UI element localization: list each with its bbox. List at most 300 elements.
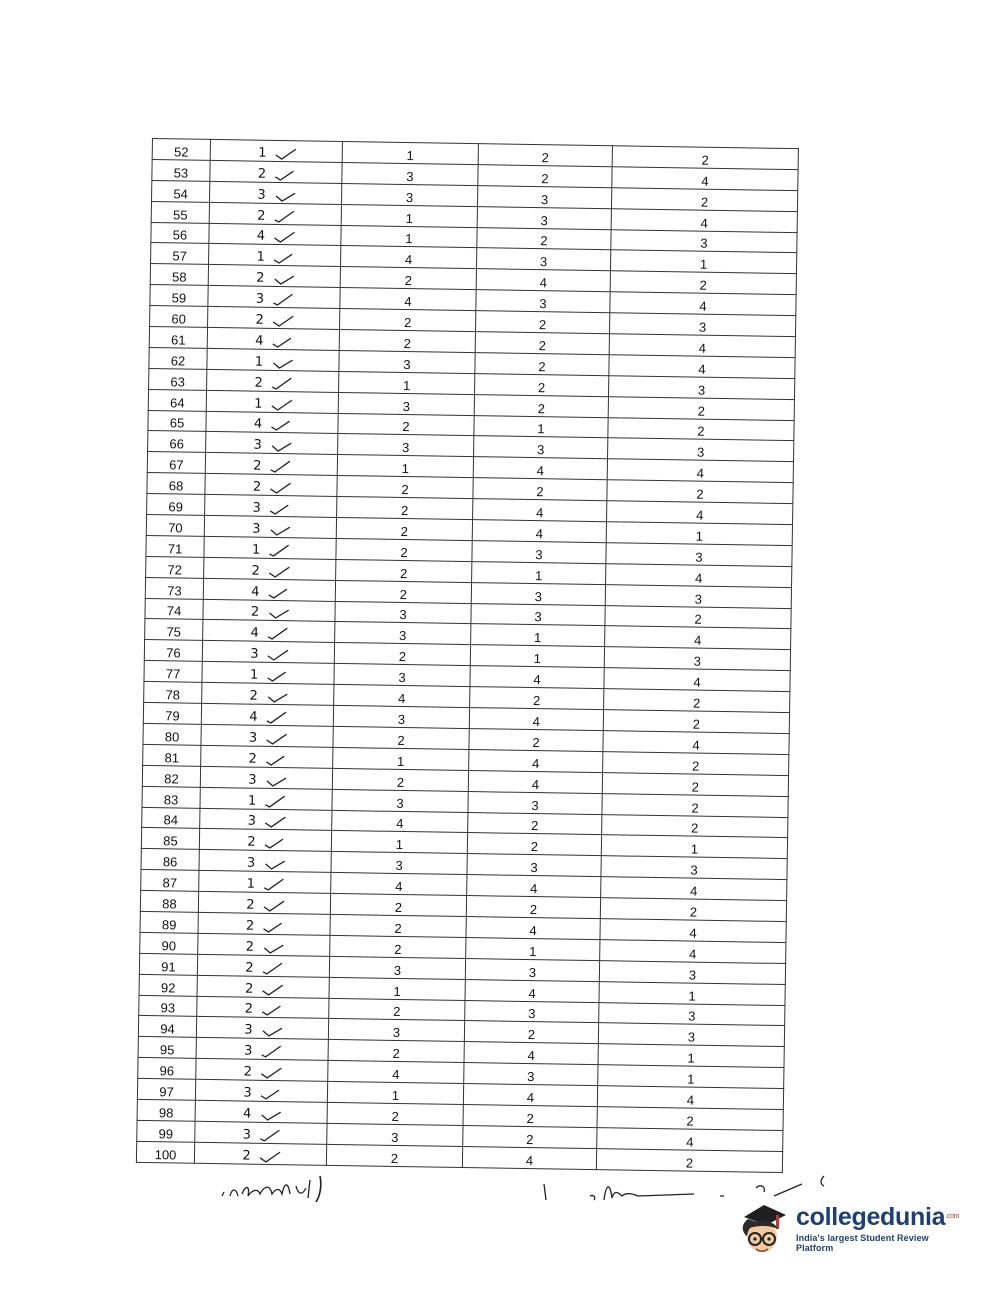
answer-cell-col-3: 2: [340, 267, 476, 290]
answer-cell-col-3: 3: [338, 434, 474, 457]
handwritten-answer: [208, 329, 339, 350]
handwritten-answer-value: 2: [252, 479, 262, 495]
handwritten-answer-value: 4: [253, 417, 263, 433]
question-number-cell: 74: [145, 598, 203, 620]
answer-cell-col-4: 2: [468, 812, 602, 835]
handwritten-answer-cell: [198, 933, 330, 956]
handwritten-answer: [199, 872, 330, 893]
answer-cell-col-4: 4: [463, 1084, 597, 1107]
answer-cell-col-3: 3: [334, 664, 470, 687]
handwritten-answer-cell: [202, 683, 334, 706]
handwritten-answer: [200, 809, 331, 830]
handwritten-answer: [196, 1060, 327, 1081]
handwritten-answer: [205, 475, 336, 496]
checkmark-icon: [265, 669, 289, 683]
answer-cell-col-5: 4: [600, 919, 786, 943]
answer-cell-col-3: 1: [327, 1081, 463, 1104]
handwritten-answer-cell: [194, 1142, 326, 1165]
handwritten-answer-cell: [201, 745, 333, 768]
answer-cell-col-5: 2: [597, 1107, 783, 1131]
answer-cell-col-3: 3: [329, 956, 465, 979]
answer-cell-col-5: 4: [611, 208, 797, 232]
handwritten-answer-cell: [200, 787, 332, 810]
handwritten-answer-value: 2: [256, 270, 265, 287]
question-number-cell: 88: [140, 890, 198, 912]
handwritten-answer: [196, 1102, 327, 1123]
checkmark-icon: [266, 627, 290, 641]
question-number-cell: 85: [141, 828, 199, 850]
handwritten-answer-value: 1: [249, 667, 259, 683]
handwritten-answer: [200, 851, 331, 872]
handwritten-answer-value: 3: [248, 730, 258, 746]
handwritten-answer-value: 2: [250, 605, 260, 621]
handwritten-answer: [210, 203, 341, 224]
answer-cell-col-3: 4: [328, 1061, 464, 1084]
answer-cell-col-4: 2: [477, 227, 611, 250]
signature-left: [218, 1174, 328, 1202]
handwritten-answer-value: 1: [254, 396, 263, 412]
answer-cell-col-4: 3: [471, 582, 605, 605]
question-number-cell: 94: [138, 1016, 196, 1038]
answer-cell-col-3: 4: [332, 810, 468, 833]
question-number-cell: 59: [150, 285, 208, 307]
handwritten-answer-cell: [208, 265, 340, 288]
answer-cell-col-4: 3: [476, 290, 610, 313]
answer-cell-col-3: 1: [329, 977, 465, 1000]
handwritten-answer: [209, 224, 340, 245]
answer-cell-col-3: 2: [335, 580, 471, 603]
checkmark-icon: [266, 585, 290, 599]
question-number-cell: 64: [148, 389, 206, 411]
question-number-cell: 96: [138, 1058, 196, 1080]
handwritten-answer-value: 3: [247, 813, 257, 830]
answer-cell-col-4: 4: [464, 1042, 598, 1065]
answer-cell-col-3: 2: [333, 726, 469, 749]
answer-cell-col-5: 2: [611, 188, 797, 212]
answer-cell-col-5: 3: [601, 856, 787, 880]
answer-cell-col-4: 2: [469, 728, 603, 751]
handwritten-answer-value: 3: [243, 1085, 252, 1101]
handwritten-answer-cell: [206, 390, 338, 413]
answer-cell-col-4: 4: [462, 1146, 596, 1169]
handwritten-answer-cell: [206, 411, 338, 434]
handwritten-answer-value: 4: [250, 625, 259, 642]
handwritten-answer-value: 3: [252, 500, 261, 516]
handwritten-answer: [199, 893, 330, 914]
answer-cell-col-3: 4: [340, 288, 476, 311]
handwritten-answer-value: 2: [243, 1064, 253, 1080]
answer-cell-col-4: 1: [470, 645, 604, 668]
handwritten-answer-value: 2: [253, 458, 262, 475]
answer-cell-col-5: 3: [599, 960, 785, 984]
question-number-cell: 69: [147, 494, 205, 516]
question-number-cell: 80: [143, 723, 201, 745]
answer-cell-col-5: 3: [598, 1023, 784, 1047]
answer-cell-col-3: 3: [333, 705, 469, 728]
checkmark-icon: [258, 1129, 282, 1143]
question-number-cell: 81: [143, 744, 201, 766]
answer-cell-col-4: 4: [469, 749, 603, 772]
answer-cell-col-5: 2: [608, 417, 794, 441]
answer-cell-col-4: 2: [473, 478, 607, 501]
handwritten-answer-cell: [203, 599, 335, 622]
checkmark-icon: [261, 920, 285, 934]
answer-cell-col-5: 2: [596, 1148, 782, 1172]
answer-cell-col-4: 2: [466, 896, 600, 919]
handwritten-answer-value: 2: [245, 918, 255, 934]
answer-cell-col-5: 2: [603, 710, 789, 734]
handwritten-answer-cell: [201, 703, 333, 726]
answer-cell-col-5: 4: [609, 355, 795, 379]
answer-cell-col-3: 3: [332, 789, 468, 812]
checkmark-icon: [262, 878, 286, 892]
answer-cell-col-3: 3: [335, 601, 471, 624]
question-number-cell: 82: [142, 765, 200, 787]
answer-key-body: [136, 139, 798, 1173]
handwritten-answer: [209, 266, 340, 287]
answer-cell-col-4: 2: [474, 394, 608, 417]
question-number-cell: 53: [152, 159, 210, 181]
handwritten-answer-value: 4: [256, 229, 266, 245]
handwritten-answer-value: 3: [242, 1127, 252, 1143]
answer-cell-col-3: 2: [336, 538, 472, 561]
question-number-cell: 76: [144, 640, 202, 662]
handwritten-answer-value: 3: [246, 855, 256, 871]
answer-cell-col-3: 2: [334, 643, 470, 666]
checkmark-icon: [271, 314, 295, 328]
answer-cell-col-3: 2: [329, 998, 465, 1021]
answer-cell-col-3: 2: [328, 1040, 464, 1063]
answer-cell-col-4: 1: [466, 937, 600, 960]
answer-cell-col-4: 3: [474, 436, 608, 459]
question-number-cell: 83: [142, 786, 200, 808]
handwritten-answer: [202, 663, 333, 684]
answer-cell-col-4: 3: [472, 541, 606, 564]
handwritten-answer: [206, 454, 337, 475]
checkmark-icon: [264, 711, 288, 725]
question-number-cell: 97: [137, 1078, 195, 1100]
answer-cell-col-5: 2: [607, 480, 793, 504]
answer-cell-col-4: 3: [477, 206, 611, 229]
handwritten-answer-cell: [207, 369, 339, 392]
answer-cell-col-4: 4: [473, 499, 607, 522]
checkmark-icon: [271, 272, 295, 286]
handwritten-answer-cell: [204, 557, 336, 580]
handwritten-answer-value: 3: [252, 521, 261, 537]
question-number-cell: 86: [141, 849, 199, 871]
answer-cell-col-5: 4: [605, 626, 791, 650]
question-number-cell: 54: [152, 180, 210, 202]
answer-cell-col-4: 3: [471, 603, 605, 626]
answer-cell-col-4: 4: [467, 875, 601, 898]
answer-cell-col-3: 2: [337, 497, 473, 520]
checkmark-icon: [267, 565, 291, 579]
answer-cell-col-3: 2: [330, 935, 466, 958]
checkmark-icon: [269, 439, 293, 453]
handwritten-answer-cell: [199, 850, 331, 873]
answer-cell-col-3: 3: [339, 350, 475, 373]
question-number-cell: 92: [139, 974, 197, 996]
handwritten-answer-value: 2: [245, 939, 255, 955]
handwritten-answer-cell: [205, 474, 337, 497]
checkmark-icon: [263, 815, 287, 829]
answer-cell-col-5: 2: [602, 793, 788, 817]
question-number-cell: 73: [145, 577, 203, 599]
checkmark-icon: [258, 1087, 282, 1101]
question-number-cell: 67: [147, 452, 205, 474]
answer-cell-col-3: 2: [330, 893, 466, 916]
handwritten-answer-cell: [199, 871, 331, 894]
handwritten-answer: [207, 391, 338, 412]
checkmark-icon: [258, 1108, 282, 1122]
answer-cell-col-4: 4: [465, 979, 599, 1002]
handwritten-answer-cell: [196, 1017, 328, 1040]
handwritten-answer-cell: [209, 223, 341, 246]
handwritten-answer-value: 3: [244, 1022, 253, 1038]
handwritten-answer-cell: [206, 432, 338, 455]
question-number-cell: 62: [149, 347, 207, 369]
answer-cell-col-4: 4: [469, 708, 603, 731]
checkmark-icon: [273, 189, 297, 203]
answer-key-sheet: [136, 138, 798, 1173]
answer-key-table: [136, 138, 799, 1173]
handwritten-answer-cell: [196, 1038, 328, 1061]
answer-cell-col-4: 4: [466, 916, 600, 939]
brand-tagline: India's largest Student Review Platform: [796, 1232, 929, 1253]
handwritten-answer-value: 2: [254, 375, 263, 391]
answer-cell-col-5: 4: [604, 668, 790, 692]
handwritten-answer-cell: [202, 662, 334, 685]
handwritten-answer-cell: [198, 912, 330, 935]
handwritten-answer: [210, 162, 341, 183]
answer-cell-col-3: 3: [335, 622, 471, 645]
question-number-cell: 77: [144, 661, 202, 683]
question-number-cell: 89: [140, 911, 198, 933]
handwritten-answer: [202, 684, 333, 705]
handwritten-answer: [207, 350, 338, 371]
answer-cell-col-5: 2: [604, 689, 790, 713]
question-number-cell: 70: [146, 514, 204, 536]
checkmark-icon: [261, 899, 285, 913]
handwritten-answer-value: 1: [256, 250, 265, 266]
question-number-cell: 61: [149, 327, 207, 349]
answer-cell-col-4: 3: [465, 958, 599, 981]
checkmark-icon: [271, 293, 295, 307]
checkmark-icon: [257, 1149, 281, 1163]
handwritten-answer: [198, 976, 329, 997]
answer-cell-col-4: 1: [472, 561, 606, 584]
answer-cell-col-4: 2: [470, 687, 604, 710]
question-number-cell: 71: [146, 535, 204, 557]
handwritten-answer: [208, 308, 339, 329]
question-number-cell: 57: [151, 243, 209, 265]
question-number-cell: 98: [137, 1099, 195, 1121]
handwritten-answer-cell: [195, 1100, 327, 1123]
answer-cell-col-5: 4: [607, 501, 793, 525]
handwritten-answer-cell: [208, 286, 340, 309]
handwritten-answer-value: 2: [249, 688, 259, 704]
answer-cell-col-3: 3: [331, 852, 467, 875]
checkmark-icon: [262, 857, 286, 871]
handwritten-answer: [203, 600, 334, 621]
checkmark-icon: [265, 648, 289, 662]
answer-cell-col-3: 1: [341, 225, 477, 248]
checkmark-icon: [260, 982, 284, 996]
answer-cell-col-5: 4: [601, 877, 787, 901]
answer-cell-col-5: 1: [601, 835, 787, 859]
answer-cell-col-3: 2: [338, 413, 474, 436]
checkmark-icon: [272, 251, 296, 265]
answer-cell-col-4: 2: [475, 311, 609, 334]
student-mascot-icon: [738, 1199, 790, 1257]
answer-cell-col-5: 3: [608, 376, 794, 400]
answer-cell-col-3: 1: [341, 204, 477, 227]
answer-cell-col-4: 4: [476, 269, 610, 292]
answer-cell-col-3: 2: [336, 559, 472, 582]
handwritten-answer: [195, 1143, 326, 1164]
handwritten-answer-value: 1: [246, 876, 256, 892]
checkmark-icon: [272, 209, 296, 223]
handwritten-answer-value: 2: [244, 981, 254, 997]
answer-cell-col-5: 3: [608, 438, 794, 462]
answer-cell-col-4: 3: [468, 791, 602, 814]
handwritten-answer-cell: [207, 348, 339, 371]
handwritten-answer-cell: [202, 641, 334, 664]
answer-cell-col-4: 4: [468, 770, 602, 793]
answer-cell-col-4: 2: [475, 332, 609, 355]
handwritten-answer: [204, 579, 335, 600]
question-number-cell: 56: [151, 222, 209, 244]
question-number-cell: 55: [151, 201, 209, 223]
handwritten-answer: [201, 726, 332, 747]
handwritten-answer: [206, 412, 337, 433]
handwritten-answer-cell: [200, 808, 332, 831]
answer-cell-col-3: 2: [336, 517, 472, 540]
answer-cell-col-5: 4: [607, 459, 793, 483]
handwritten-answer-cell: [209, 244, 341, 267]
answer-cell-col-5: 3: [606, 543, 792, 567]
handwritten-answer-value: 2: [251, 563, 260, 579]
answer-cell-col-5: 3: [605, 584, 791, 608]
answer-cell-col-4: 4: [473, 457, 607, 480]
handwritten-answer-value: 2: [248, 751, 258, 767]
answer-cell-col-4: 4: [472, 520, 606, 543]
answer-cell-col-4: 4: [470, 666, 604, 689]
question-number-cell: 99: [137, 1120, 195, 1142]
checkmark-icon: [269, 397, 293, 411]
answer-cell-col-4: 2: [478, 144, 612, 167]
answer-cell-col-5: 1: [599, 981, 785, 1005]
question-number-cell: 72: [146, 556, 204, 578]
handwritten-answer: [201, 767, 332, 788]
answer-cell-col-3: 2: [327, 1102, 463, 1125]
handwritten-answer-value: 1: [247, 793, 257, 809]
checkmark-icon: [259, 1024, 283, 1038]
answer-cell-col-5: 4: [603, 731, 789, 755]
question-number-cell: 63: [149, 368, 207, 390]
question-number-cell: 84: [142, 807, 200, 829]
checkmark-icon: [273, 168, 297, 182]
answer-cell-col-3: 3: [338, 392, 474, 415]
handwritten-answer-cell: [195, 1079, 327, 1102]
answer-cell-col-3: 3: [327, 1123, 463, 1146]
checkmark-icon: [273, 147, 297, 161]
handwritten-answer-value: 2: [257, 208, 266, 224]
answer-cell-col-5: 4: [606, 563, 792, 587]
answer-cell-col-5: 2: [602, 772, 788, 796]
handwritten-answer: [203, 642, 334, 663]
answer-cell-col-5: 3: [611, 229, 797, 253]
answer-cell-col-3: 3: [328, 1019, 464, 1042]
handwritten-answer: [197, 1018, 328, 1039]
checkmark-icon: [259, 1066, 283, 1080]
handwritten-answer-value: 2: [257, 166, 267, 182]
handwritten-answer-value: 3: [243, 1043, 253, 1059]
answer-cell-col-4: 3: [464, 1063, 598, 1086]
handwritten-answer-cell: [203, 578, 335, 601]
handwritten-answer: [207, 371, 338, 392]
handwritten-answer: [205, 517, 336, 538]
brand-wordmark: [796, 1204, 968, 1253]
answer-cell-col-3: 2: [326, 1144, 462, 1167]
handwritten-answer-value: 2: [247, 834, 256, 850]
handwritten-answer-value: 2: [255, 312, 264, 328]
answer-cell-col-5: 2: [608, 396, 794, 420]
checkmark-icon: [270, 335, 294, 349]
handwritten-answer-cell: [200, 766, 332, 789]
answer-cell-col-5: 3: [609, 313, 795, 337]
answer-cell-col-4: 3: [477, 185, 611, 208]
handwritten-answer: [211, 141, 342, 162]
handwritten-answer-value: 4: [255, 333, 264, 349]
handwritten-answer: [201, 747, 332, 768]
answer-cell-col-4: 1: [471, 624, 605, 647]
answer-cell-col-4: 2: [463, 1125, 597, 1148]
question-number-cell: 91: [139, 953, 197, 975]
answer-cell-col-5: 2: [610, 271, 796, 295]
handwritten-answer-cell: [209, 202, 341, 225]
handwritten-answer: [199, 914, 330, 935]
handwritten-answer-cell: [197, 996, 329, 1019]
handwritten-answer-cell: [199, 829, 331, 852]
handwritten-answer-value: 4: [249, 709, 258, 725]
handwritten-answer: [200, 788, 331, 809]
answer-cell-col-3: 2: [339, 329, 475, 352]
answer-cell-col-4: 2: [467, 833, 601, 856]
checkmark-icon: [262, 836, 286, 850]
handwritten-answer-value: 1: [251, 542, 261, 558]
answer-cell-col-5: 2: [605, 605, 791, 629]
handwritten-answer: [196, 1081, 327, 1102]
answer-cell-col-5: 1: [606, 522, 792, 546]
handwritten-answer-cell: [204, 515, 336, 538]
handwritten-answer: [204, 559, 335, 580]
question-number-cell: 95: [138, 1037, 196, 1059]
answer-cell-col-4: 2: [464, 1021, 598, 1044]
handwritten-answer-cell: [195, 1121, 327, 1144]
question-number-cell: 79: [143, 702, 201, 724]
question-number-cell: 100: [136, 1141, 194, 1163]
handwritten-answer: [204, 538, 335, 559]
handwritten-answer: [198, 935, 329, 956]
brand-name: collegedunia$^{.com}$: [796, 1202, 960, 1231]
handwritten-answer-cell: [207, 327, 339, 350]
handwritten-answer-value: 3: [248, 772, 257, 788]
answer-cell-col-5: 4: [609, 334, 795, 358]
answer-cell-col-3: 3: [342, 162, 478, 185]
checkmark-icon: [264, 732, 288, 746]
handwritten-answer-cell: [205, 495, 337, 518]
